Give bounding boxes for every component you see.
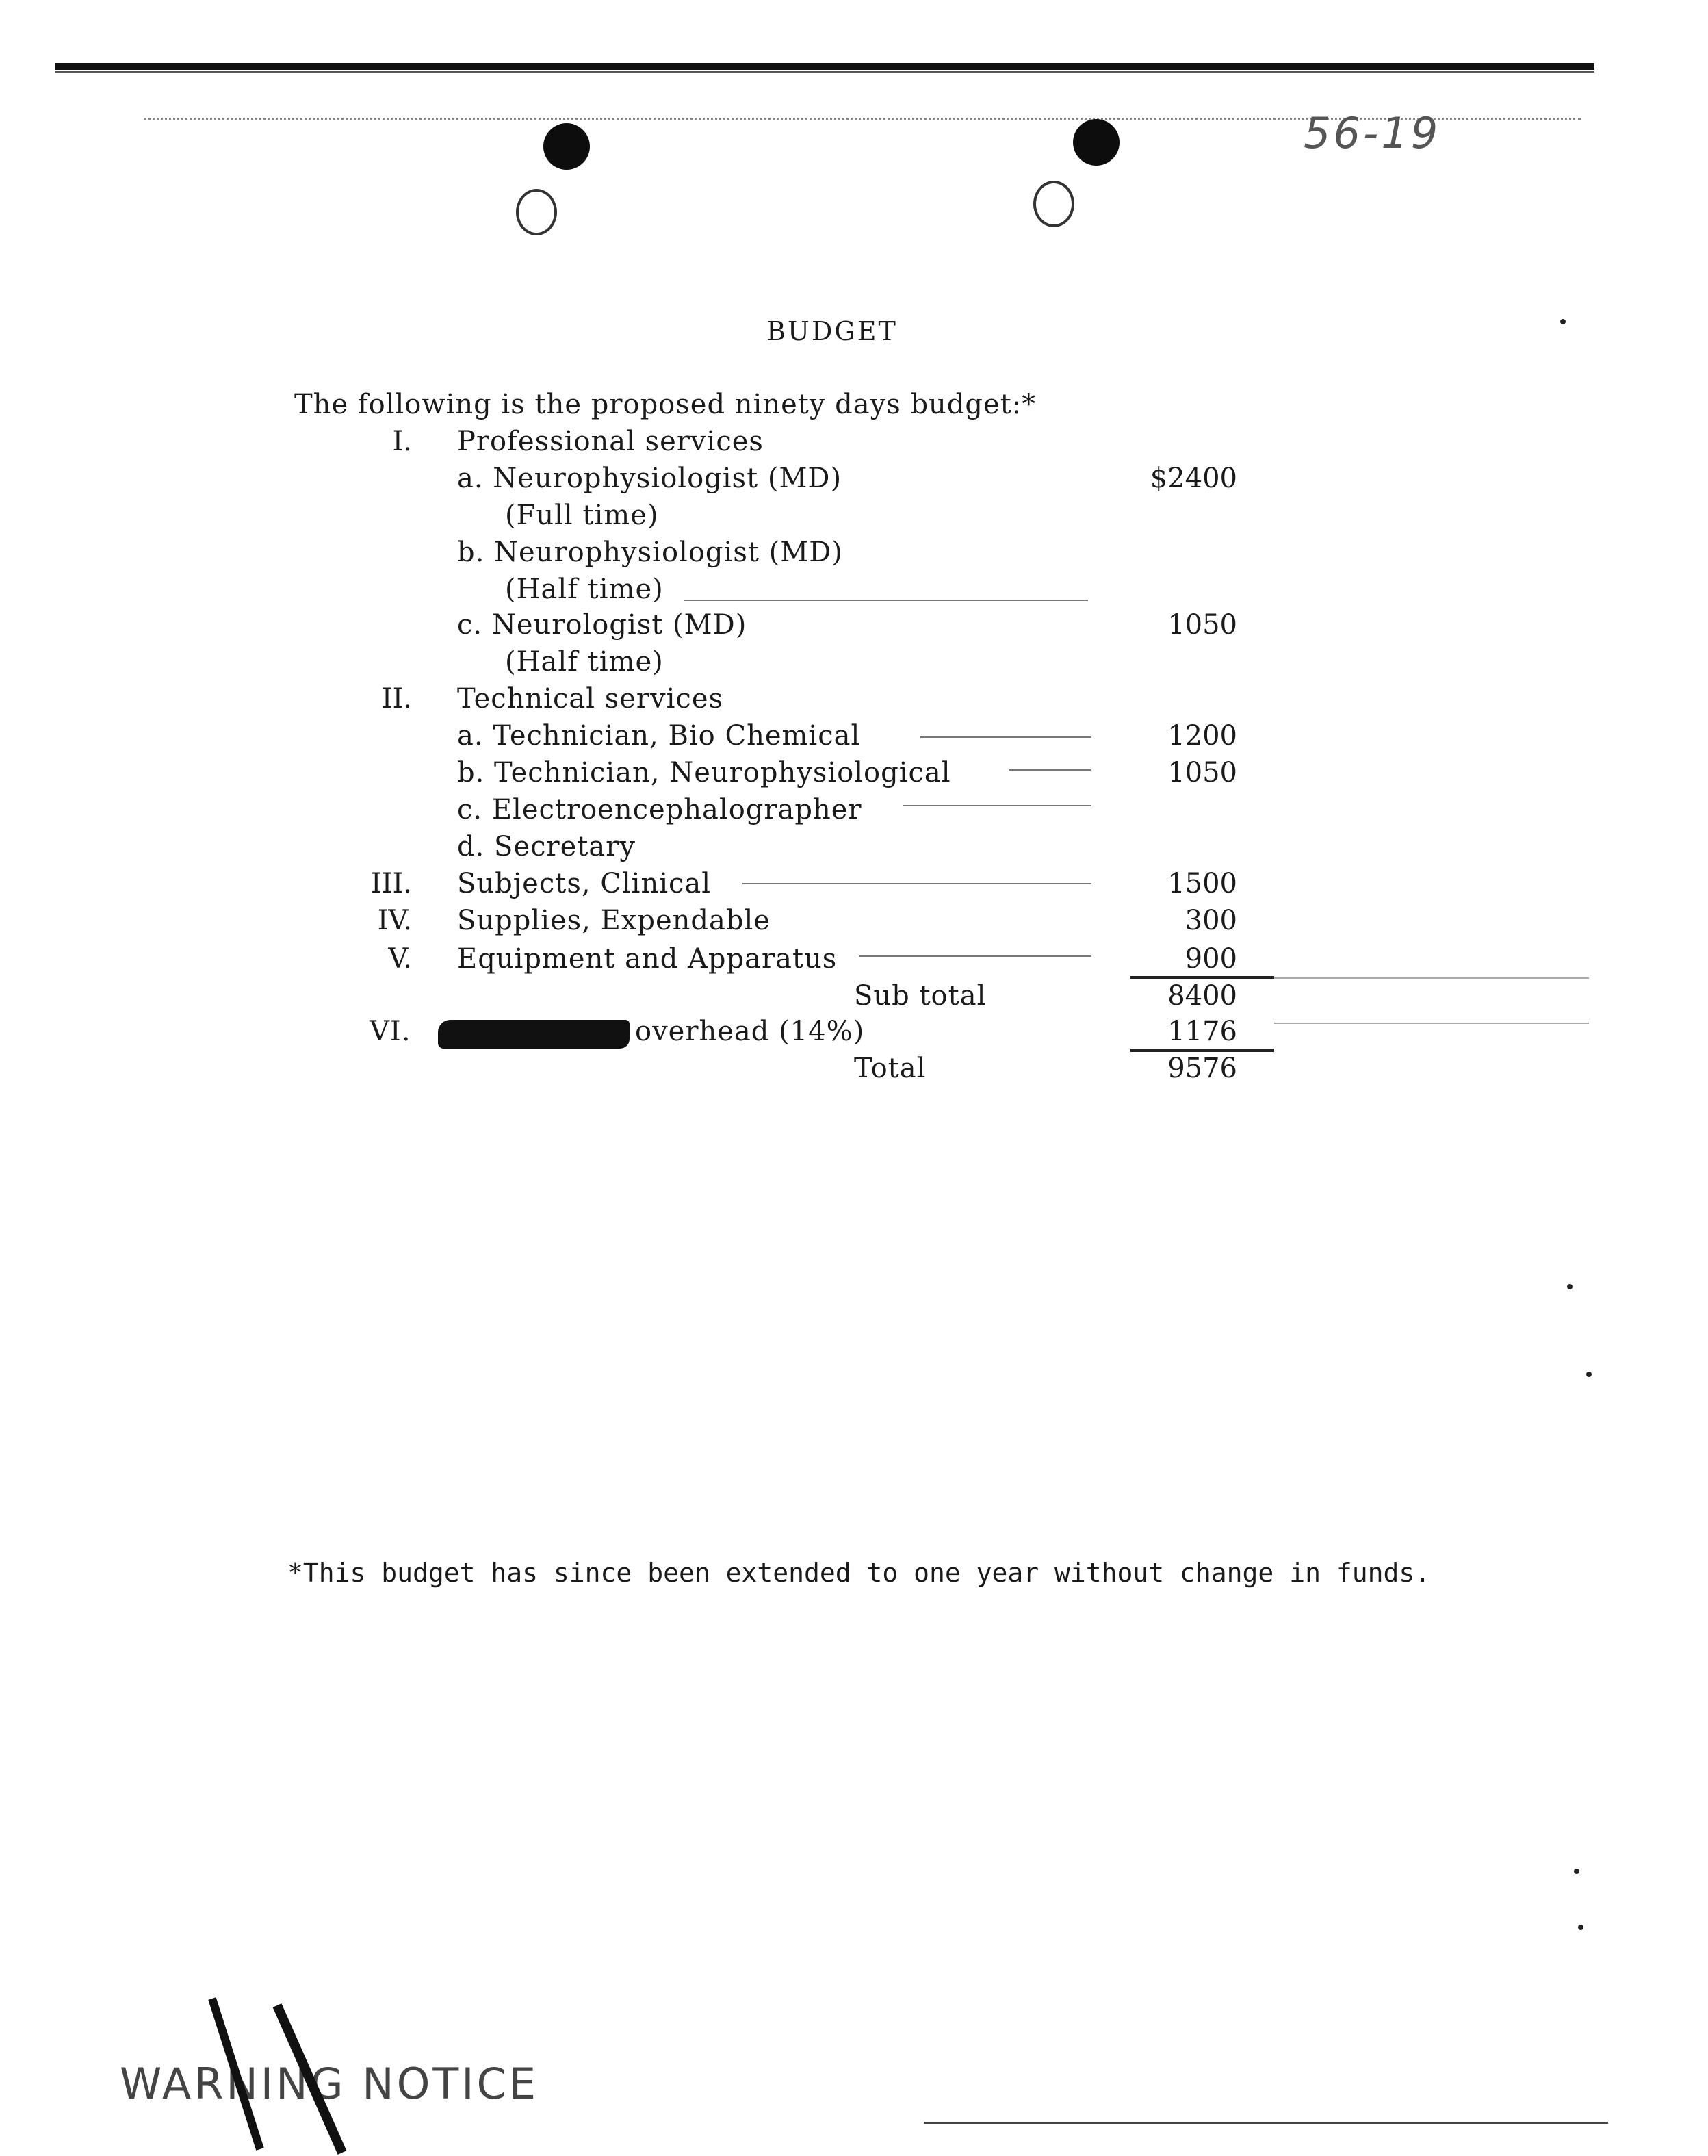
subtotal-amount: 8400	[1167, 980, 1237, 1012]
budget-item-amount: 1050	[1167, 609, 1237, 641]
leader-line	[859, 955, 1091, 957]
scan-speck	[1578, 1925, 1583, 1930]
total-rule	[1130, 1049, 1274, 1052]
section-numeral: III.	[370, 868, 412, 899]
section-heading: Professional services	[457, 426, 764, 457]
budget-item-label: b. Technician, Neurophysiological	[457, 757, 951, 788]
leader-line	[684, 600, 1088, 601]
section-heading: Technical services	[457, 683, 724, 715]
scan-line	[1274, 1023, 1589, 1024]
top-border-rule-thin	[55, 71, 1594, 73]
scan-speck	[1567, 1284, 1573, 1289]
footnote: *This budget has since been extended to one year without change in funds.	[287, 1558, 1431, 1588]
subtotal-rule	[1130, 976, 1274, 979]
leader-line	[903, 805, 1091, 806]
budget-item-label: c. Neurologist (MD)	[457, 609, 747, 641]
budget-item-label: b. Neurophysiologist (MD)	[457, 537, 843, 568]
budget-item-sub: (Half time)	[505, 646, 664, 678]
punch-hole-right	[1073, 119, 1120, 166]
punch-hole-left	[543, 123, 590, 170]
budget-item-label: d. Secretary	[457, 831, 636, 862]
page-title: BUDGET	[766, 316, 898, 346]
budget-item-label: a. Neurophysiologist (MD)	[457, 463, 842, 494]
leader-line	[920, 736, 1091, 738]
budget-item-sub: (Half time)	[505, 574, 664, 605]
leader-line	[742, 883, 1091, 884]
section-heading: Subjects, Clinical	[457, 868, 712, 899]
section-heading: Supplies, Expendable	[457, 905, 771, 936]
binder-ring-right	[1033, 181, 1074, 227]
section-numeral: I.	[392, 426, 412, 457]
section-numeral: IV.	[377, 905, 412, 936]
intro-text: The following is the proposed ninety days budget:*	[294, 389, 1037, 420]
warning-notice-stamp: WARNING NOTICE	[120, 2059, 539, 2109]
overhead-numeral: VI.	[370, 1016, 411, 1047]
total-amount: 9576	[1167, 1053, 1237, 1084]
section-amount: 1500	[1167, 868, 1237, 899]
section-numeral: V.	[388, 943, 412, 975]
scan-speck	[1560, 319, 1566, 324]
top-border-rule	[55, 63, 1594, 70]
overhead-label: overhead (14%)	[635, 1016, 865, 1047]
bottom-rule	[924, 2122, 1608, 2124]
section-heading: Equipment and Apparatus	[457, 943, 838, 975]
section-amount: 900	[1185, 943, 1237, 975]
redaction-mark	[438, 1020, 630, 1049]
leader-line	[1009, 769, 1091, 771]
scan-line	[1274, 977, 1589, 979]
section-amount: 300	[1185, 905, 1237, 936]
handwritten-page-number: 56-19	[1304, 108, 1441, 158]
budget-item-amount: 1050	[1167, 757, 1237, 788]
scan-speck	[1574, 1869, 1579, 1874]
budget-item-sub: (Full time)	[505, 500, 659, 531]
budget-item-amount: $2400	[1150, 463, 1237, 494]
budget-item-label: c. Electroencephalographer	[457, 794, 862, 825]
subtotal-label: Sub total	[854, 980, 987, 1012]
budget-item-label: a. Technician, Bio Chemical	[457, 720, 861, 752]
binder-ring-left	[516, 189, 557, 235]
overhead-amount: 1176	[1167, 1016, 1237, 1047]
stamp-slash-marks	[205, 1992, 383, 2156]
budget-item-amount: 1200	[1167, 720, 1237, 752]
section-numeral: II.	[381, 683, 412, 715]
scan-speck	[1586, 1372, 1592, 1377]
total-label: Total	[854, 1053, 927, 1084]
